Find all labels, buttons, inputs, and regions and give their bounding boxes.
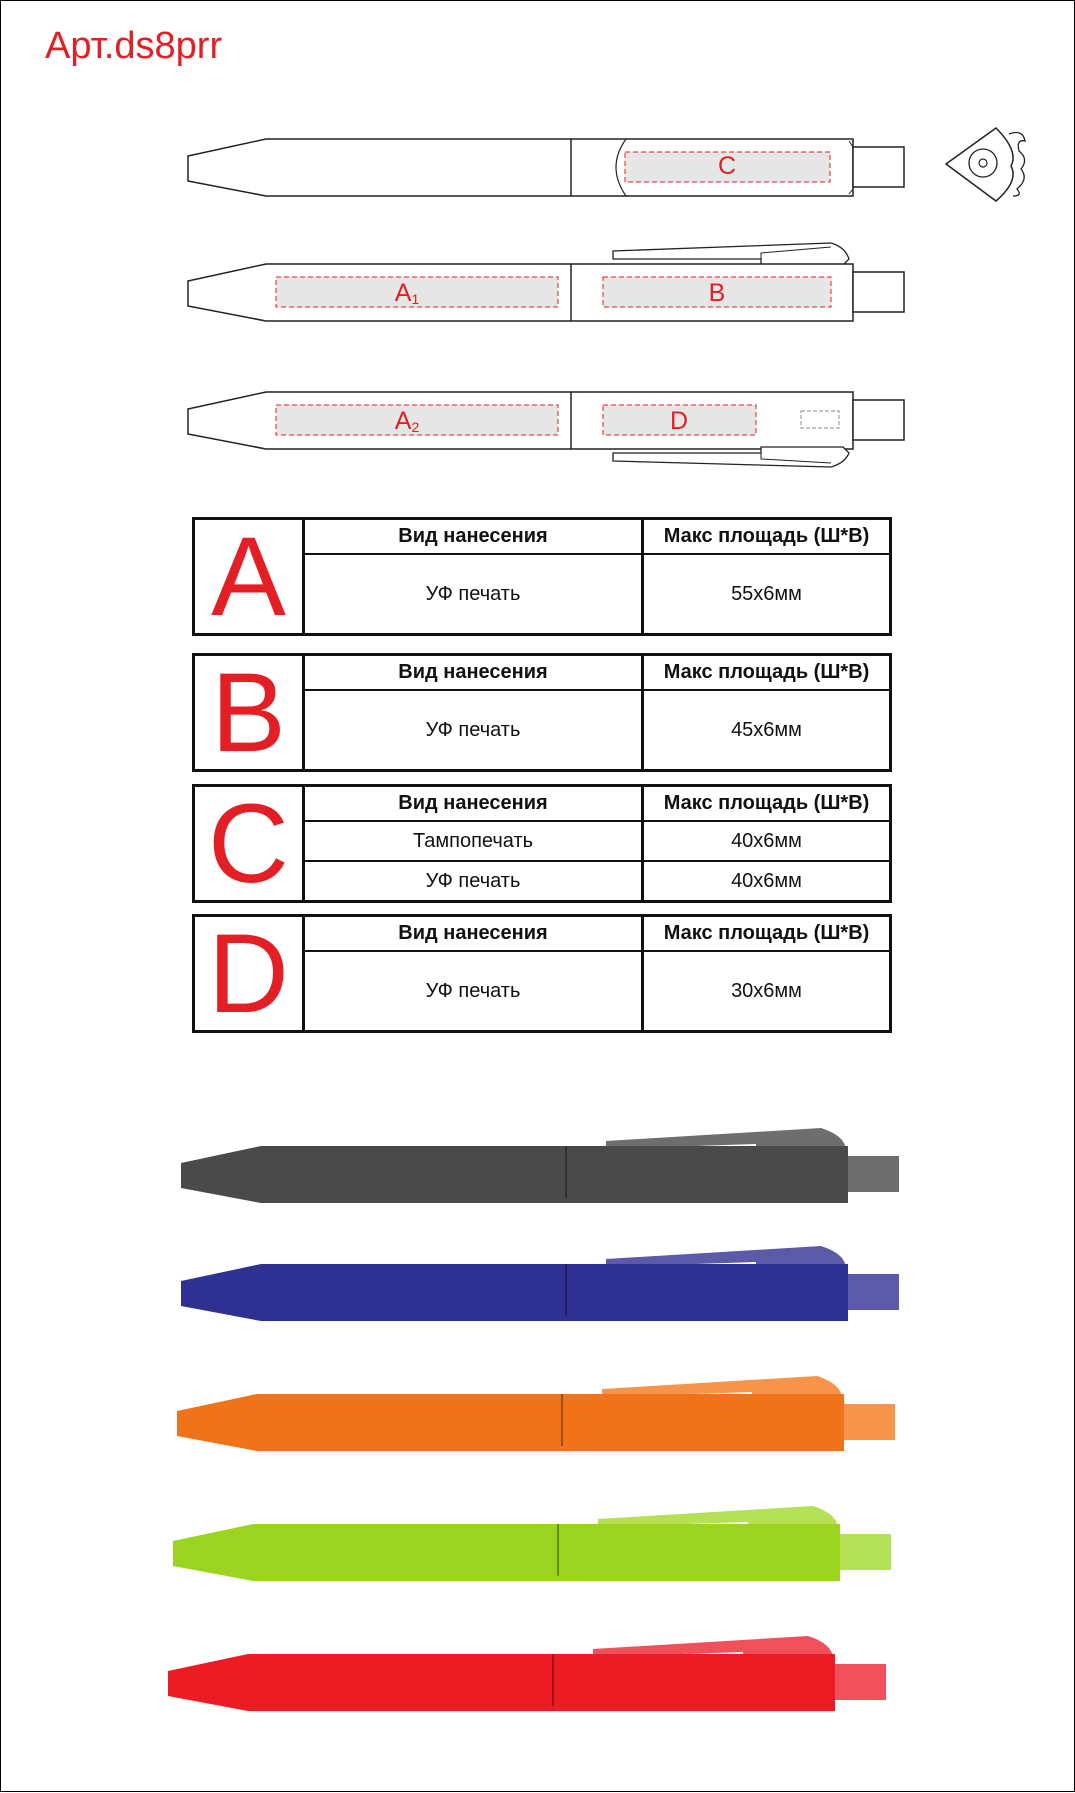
spec-size: 45x6мм — [731, 718, 802, 741]
spec-size: 55x6мм — [731, 582, 802, 605]
spec-method: УФ печать — [305, 862, 644, 900]
pen-outline-side-clip-bottom — [188, 392, 904, 467]
header-max-area: Макс площадь (Ш*В) — [663, 792, 870, 814]
pen-green — [173, 1506, 891, 1581]
pen-clip — [598, 1506, 838, 1529]
pen-push-button — [848, 1274, 899, 1310]
pen-red — [168, 1636, 886, 1711]
pen-body — [168, 1654, 835, 1711]
spec-letter-d: D — [195, 917, 305, 1030]
pen-body — [173, 1524, 840, 1581]
spec-method: УФ печать — [305, 555, 644, 633]
pen-clip — [606, 1128, 846, 1151]
pen-blue — [181, 1246, 899, 1321]
pen-push-button — [840, 1534, 891, 1570]
article-title: Арт.ds8prr — [45, 25, 223, 67]
spec-table-d — [192, 910, 892, 1036]
button-marker — [801, 411, 839, 428]
spec-size: 40x6мм — [731, 869, 802, 892]
pen-push-button — [848, 1156, 899, 1192]
pen-outline-top — [188, 139, 904, 196]
pen-body — [181, 1264, 848, 1321]
spec-table-a — [192, 513, 892, 639]
pen-clip — [606, 1246, 846, 1269]
spec-method: УФ печать — [305, 952, 644, 1030]
pen-body — [181, 1146, 848, 1203]
pen-push-button — [844, 1404, 895, 1440]
spec-table-b — [192, 649, 892, 775]
spec-method: Тампопечать — [305, 822, 644, 860]
zone-a2-label: A2 — [394, 407, 420, 435]
pen-outline-drawings — [1, 1, 1075, 501]
header-max-area: Макс площадь (Ш*В) — [663, 922, 870, 944]
pen-end-view — [946, 128, 1025, 201]
header-method: Вид нанесения — [305, 656, 644, 689]
pen-clip — [602, 1376, 842, 1399]
pen-orange — [177, 1376, 895, 1451]
zone-b-label: B — [708, 279, 726, 307]
header-method: Вид нанесения — [305, 520, 644, 553]
spec-method: УФ печать — [305, 691, 644, 769]
spec-letter-b: B — [195, 656, 305, 769]
zone-a1-label: A1 — [394, 279, 420, 307]
spec-letter-c: C — [195, 787, 305, 900]
pen-clip — [593, 1636, 833, 1659]
spec-size: 30x6мм — [731, 979, 802, 1002]
spec-letter-a: A — [195, 520, 305, 633]
zone-d-label: D — [669, 407, 689, 435]
pen-push-button — [835, 1664, 886, 1700]
pen-body — [177, 1394, 844, 1451]
zone-c-label: C — [717, 152, 737, 180]
header-max-area: Макс площадь (Ш*В) — [663, 661, 870, 683]
header-method: Вид нанесения — [305, 787, 644, 820]
pen-outline-side-clip-top — [188, 243, 904, 321]
spec-table-c — [192, 780, 892, 906]
pen-black — [181, 1128, 899, 1203]
spec-size: 40x6мм — [731, 829, 802, 852]
header-method: Вид нанесения — [305, 917, 644, 950]
header-max-area: Макс площадь (Ш*В) — [663, 525, 870, 547]
